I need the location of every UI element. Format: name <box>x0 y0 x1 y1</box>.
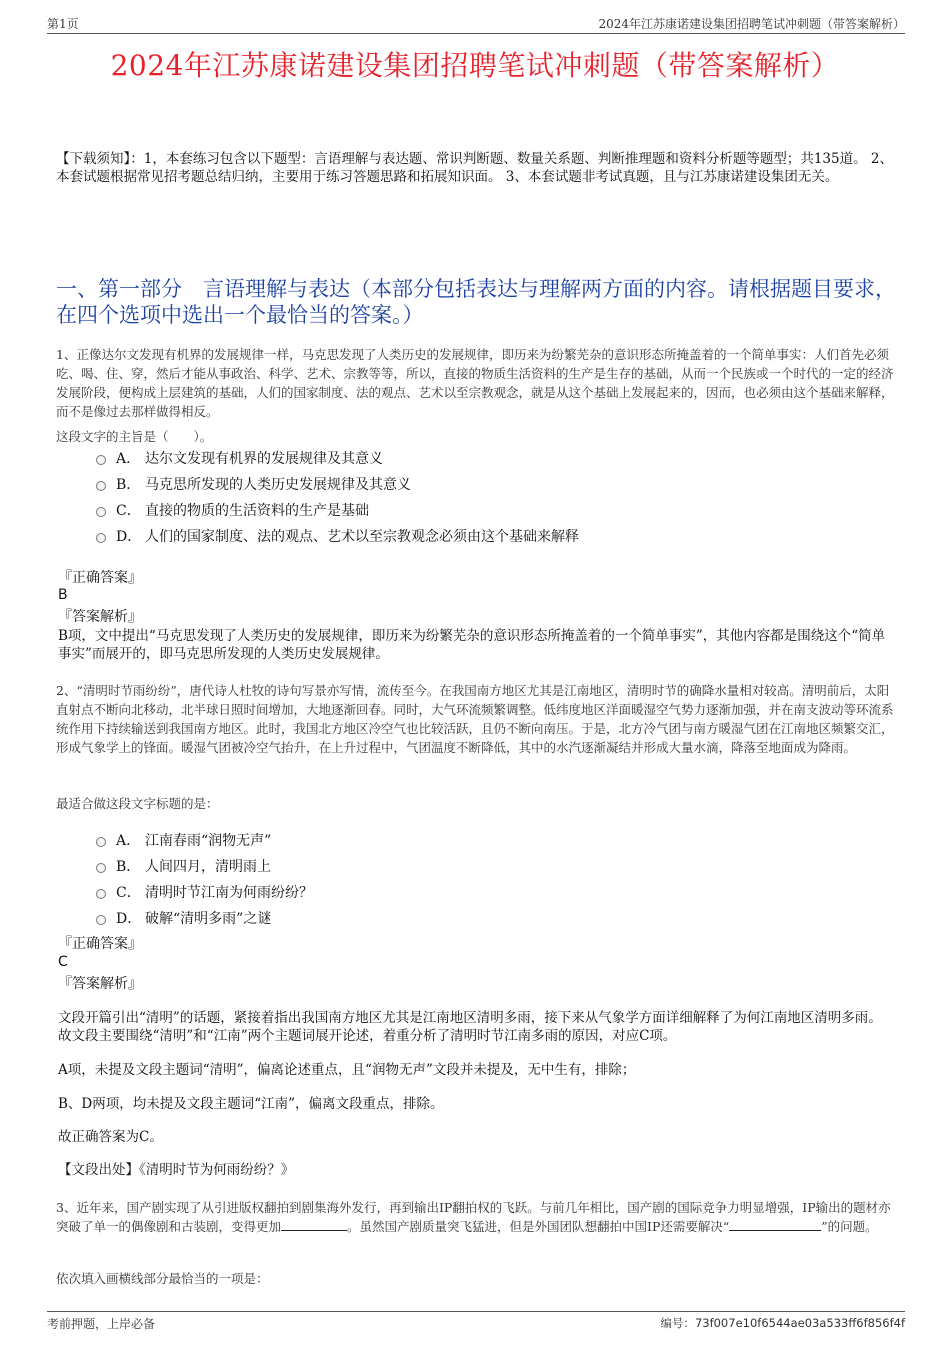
option-b[interactable]: B． 人间四月，清明雨上 <box>96 854 876 880</box>
question-2-analysis-1: 文段开篇引出“清明”的话题，紧接着指出我国南方地区尤其是江南地区清明多雨，接下来从气象学方面详细解释了为何江南地区清明多雨。故文段主要围绕“清明”和“江南”两个主题词展开论述，着重分析了清明时节江南多雨的原因，对应C项。 <box>58 1010 882 1044</box>
question-2-text: 2、“清明时节雨纷纷”，唐代诗人杜牧的诗句写景亦写情，流传至今。在我国南方地区尤其是江南地区，清明时节的确降水量相对较高。清明前后，太阳直射点不断向北移动，北半球日照时间增加，大地逐渐回春。同时，大气环流频繁调整。低纬度地区洋面暖湿空气势力逐渐加强，并在南支波动等环流系统作用下持续输送到我国南方地区。此时，我国北方地区冷空气也比较活跃，且仍不断向南压。于是，北方冷气团与南方暖湿气团在江南地区频繁交汇，形成气象学上的锋面。暖湿气团被冷空气抬升，在上升过程中，气团温度不断降低，其中的水汽逐渐凝结并形成大量水滴，降落至地面成为降雨。 <box>56 683 894 755</box>
document-code: 编号：73f007e10f6544ae03a533ff6f856f4f <box>660 1316 905 1330</box>
page-number: 第1页 <box>47 17 79 31</box>
question-2-analysis-3: B、D两项，均未提及文段主题词“江南”，偏离文段重点，排除。 <box>58 1096 444 1112</box>
question-3-prompt: 依次填入画横线部分最恰当的一项是： <box>56 1271 269 1286</box>
option-c[interactable]: C． 直接的物质的生活资料的生产是基础 <box>96 498 876 524</box>
option-a[interactable]: A． 江南春雨“润物无声” <box>96 828 876 854</box>
page-footer <box>47 1311 905 1331</box>
radio-button[interactable] <box>96 915 106 925</box>
radio-button[interactable] <box>96 455 106 465</box>
header-doc-title: 2024年江苏康诺建设集团招聘笔试冲刺题（带答案解析） <box>598 17 905 31</box>
question-2-source: 【文段出处】《清明时节为何雨纷纷？》 <box>58 1162 295 1178</box>
question-2-analysis-2: A项，未提及文段主题词“清明”，偏离论述重点，且“润物无声”文段并未提及，无中生有，排除； <box>58 1062 636 1078</box>
correct-answer-label: 『正确答案』 <box>58 936 142 952</box>
question-3-text: 3、近年来，国产剧实现了从引进版权翻拍到剧集海外发行，再到输出IP翻拍权的飞跃。与前几年相比，国产剧的国际竞争力明显增强，IP输出的题材亦突破了单一的偶像剧和古装剧，变得更加 。虽然国产剧质量突飞猛进，但是外国团队想翻拍中国IP还需要解决“ ”的问题。 <box>56 1200 891 1234</box>
option-d[interactable]: D． 破解“清明多雨”之谜 <box>96 906 876 932</box>
option-a[interactable]: A． 达尔文发现有机界的发展规律及其意义 <box>96 446 876 472</box>
radio-button[interactable] <box>96 889 106 899</box>
section-title: 一、第一部分 言语理解与表达（本部分包括表达与理解两方面的内容。请根据题目要求，在四个选项中选出一个最恰当的答案。） <box>56 277 896 327</box>
option-c[interactable]: C． 清明时节江南为何雨纷纷？ <box>96 880 876 906</box>
question-2-analysis-4: 故正确答案为C。 <box>58 1129 163 1145</box>
radio-button[interactable] <box>96 863 106 873</box>
correct-answer-value: C <box>58 954 68 970</box>
analysis-label: 『答案解析』 <box>58 976 142 992</box>
radio-button[interactable] <box>96 837 106 847</box>
correct-answer-value: B <box>58 587 68 603</box>
footer-slogan: 考前押题，上岸必备 <box>47 1317 156 1331</box>
radio-button[interactable] <box>96 533 106 543</box>
download-notice: 【下载须知】：1，本套练习包含以下题型：言语理解与表达题、常识判断题、数量关系题、判断推理题和资料分析题等题型；共135道。 2、本套试题根据常见招考题总结归纳，主要用于练习答题思路和拓展知识面。 3、本套试题非考试真题，且与江苏康诺建设集团无关。 <box>56 151 893 185</box>
question-1-text: 1、正像达尔文发现有机界的发展规律一样，马克思发现了人类历史的发展规律，即历来为纷繁芜杂的意识形态所掩盖着的一个简单事实：人们首先必须吃、喝、住、穿，然后才能从事政治、科学、艺术、宗教等等，所以，直接的物质生活资料的生产是生存的基础，从而一个民族或一个时代的一定的经济发展阶段，便构成上层建筑的基础，人们的国家制度、法的观点、艺术以至宗教观念，就是从这个基础上发展起来的，因而，也必须由这个基础来解释，而不是像过去那样做得相反。 <box>56 347 894 419</box>
question-1-options <box>96 446 876 550</box>
correct-answer-label: 『正确答案』 <box>58 570 142 586</box>
option-b[interactable]: B． 马克思所发现的人类历史发展规律及其意义 <box>96 472 876 498</box>
option-d[interactable]: D． 人们的国家制度、法的观点、艺术以至宗教观念必须由这个基础来解释 <box>96 524 876 550</box>
document-title: 2024年江苏康诺建设集团招聘笔试冲刺题（带答案解析） <box>110 49 840 82</box>
question-1-analysis: B项，文中提出“马克思发现了人类历史的发展规律，即历来为纷繁芜杂的意识形态所掩盖着的一个简单事实”，其他内容都是围绕这个“简单事实”而展开的，即马克思所发现的人类历史发展规律。 <box>58 628 886 662</box>
fill-blank[interactable] <box>729 1218 821 1231</box>
radio-button[interactable] <box>96 507 106 517</box>
question-1-prompt: 这段文字的主旨是（ ）。 <box>56 429 213 444</box>
question-2-options <box>96 828 876 932</box>
question-2-prompt: 最适合做这段文字标题的是： <box>56 796 219 811</box>
page-header <box>47 14 905 34</box>
fill-blank[interactable] <box>281 1218 347 1231</box>
analysis-label: 『答案解析』 <box>58 609 142 625</box>
radio-button[interactable] <box>96 481 106 491</box>
